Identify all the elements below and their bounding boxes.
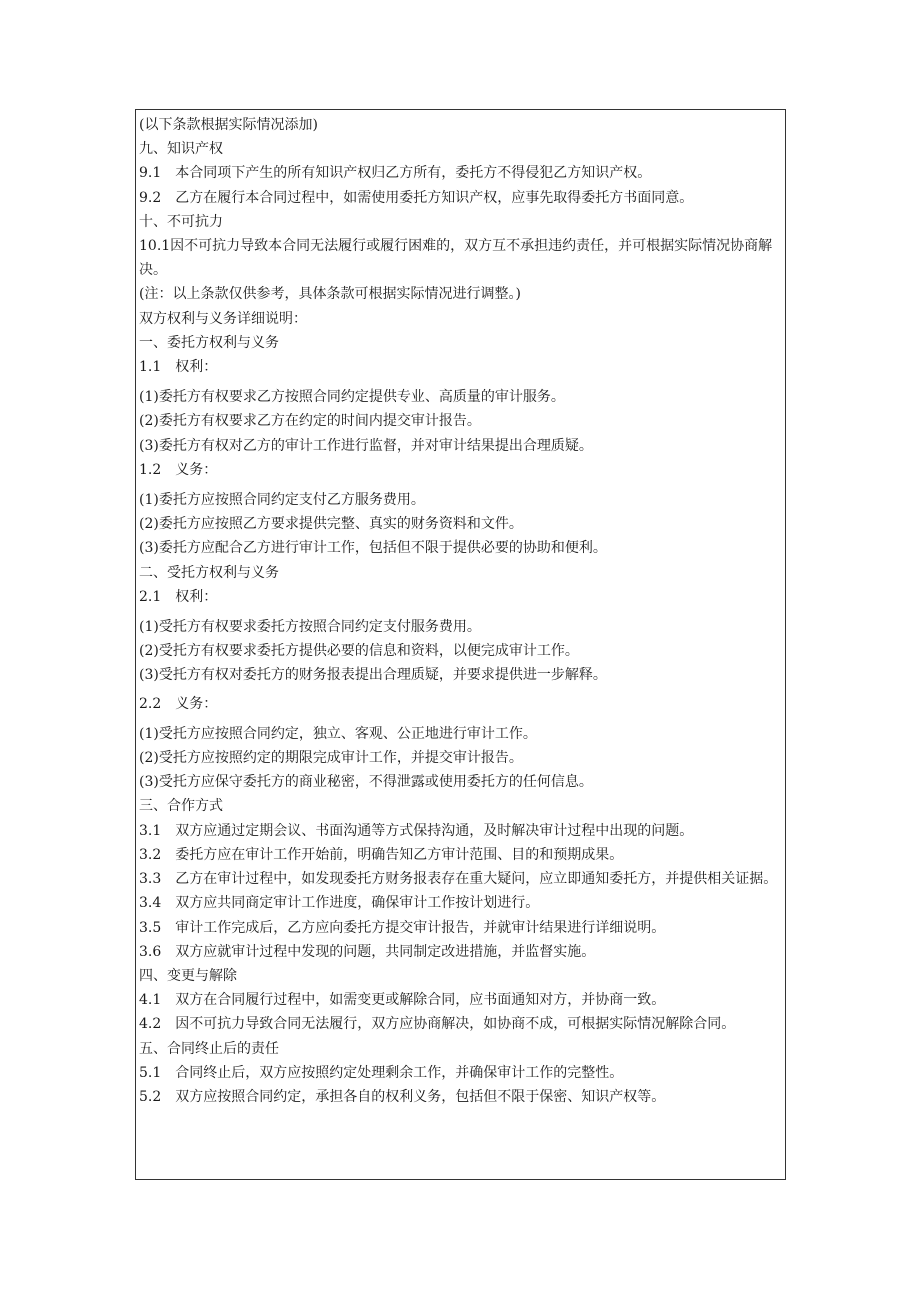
clause: 9.2 乙方在履行本合同过程中，如需使用委托方知识产权，应事先取得委托方书面同意。	[139, 189, 694, 206]
clause: 9.1 本合同项下产生的所有知识产权归乙方所有，委托方不得侵犯乙方知识产权。	[139, 165, 652, 182]
note-line: (以下条款根据实际情况添加)	[139, 117, 318, 133]
sub-heading: 1.1 权利：	[139, 359, 218, 376]
section-heading: 九、知识产权	[139, 141, 223, 158]
clause: 5.2 双方应按照合同约定，承担各自的权利义务，包括但不限于保密、知识产权等。	[139, 1088, 666, 1105]
list-item: (1)受托方应按照合同约定，独立、客观、公正地进行审计工作。	[139, 725, 537, 742]
list-item: (1)委托方应按照合同约定支付乙方服务费用。	[139, 492, 425, 509]
section-heading: 一、委托方权利与义务	[139, 334, 279, 351]
section-heading: 二、受托方权利与义务	[139, 564, 279, 581]
clause: 5.1 合同终止后，双方应按照约定处理剩余工作，并确保审计工作的完整性。	[139, 1064, 624, 1081]
section-heading: 五、合同终止后的责任	[139, 1040, 279, 1057]
list-item: (2)委托方有权要求乙方在约定的时间内提交审计报告。	[139, 413, 481, 430]
clause: 3.4 双方应共同商定审计工作进度，确保审计工作按计划进行。	[139, 895, 540, 912]
document-body	[139, 113, 781, 1109]
list-item: (3)委托方有权对乙方的审计工作进行监督，并对审计结果提出合理质疑。	[139, 437, 593, 454]
list-item: (3)受托方应保守委托方的商业秘密，不得泄露或使用委托方的任何信息。	[139, 774, 593, 791]
sub-heading: 1.2 义务：	[139, 461, 218, 478]
sub-heading: 2.2 义务：	[139, 695, 218, 712]
clause: 3.1 双方应通过定期会议、书面沟通等方式保持沟通，及时解决审计过程中出现的问题。	[139, 822, 694, 839]
clause: 3.3 乙方在审计过程中，如发现委托方财务报表存在重大疑问，应立即通知委托方，并提供相关证据。	[139, 871, 778, 888]
list-item: (2)受托方应按照约定的期限完成审计工作，并提交审计报告。	[139, 750, 523, 767]
section-heading: 十、不可抗力	[139, 213, 223, 230]
note-line: (注：以上条款仅供参考，具体条款可根据实际情况进行调整。)	[139, 286, 521, 303]
section-heading: 三、合作方式	[139, 798, 223, 815]
list-item: (2)受托方有权要求委托方提供必要的信息和资料，以便完成审计工作。	[139, 643, 579, 660]
document-frame	[135, 109, 786, 1180]
list-item: (3)委托方应配合乙方进行审计工作，包括但不限于提供必要的协助和便利。	[139, 540, 607, 557]
clause: 4.1 双方在合同履行过程中，如需变更或解除合同，应书面通知对方，并协商一致。	[139, 992, 666, 1009]
clause: 3.5 审计工作完成后，乙方应向委托方提交审计报告，并就审计结果进行详细说明。	[139, 919, 666, 936]
section-heading: 双方权利与义务详细说明：	[139, 310, 307, 327]
clause: 3.6 双方应就审计过程中发现的问题，共同制定改进措施，并监督实施。	[139, 943, 596, 960]
list-item: (3)受托方有权对委托方的财务报表提出合理质疑，并要求提供进一步解释。	[139, 667, 607, 684]
clause: 10.1因不可抗力导致本合同无法履行或履行困难的，双方互不承担违约责任，并可根据实际情况协商解决。	[139, 238, 773, 279]
list-item: (1)受托方有权要求委托方按照合同约定支付服务费用。	[139, 619, 481, 636]
clause: 3.2 委托方应在审计工作开始前，明确告知乙方审计范围、目的和预期成果。	[139, 846, 624, 863]
list-item: (2)委托方应按照乙方要求提供完整、真实的财务资料和文件。	[139, 516, 523, 533]
sub-heading: 2.1 权利：	[139, 588, 218, 605]
list-item: (1)委托方有权要求乙方按照合同约定提供专业、高质量的审计服务。	[139, 389, 565, 406]
section-heading: 四、变更与解除	[139, 967, 237, 984]
clause: 4.2 因不可抗力导致合同无法履行，双方应协商解决，如协商不成，可根据实际情况解除合同。	[139, 1016, 736, 1033]
